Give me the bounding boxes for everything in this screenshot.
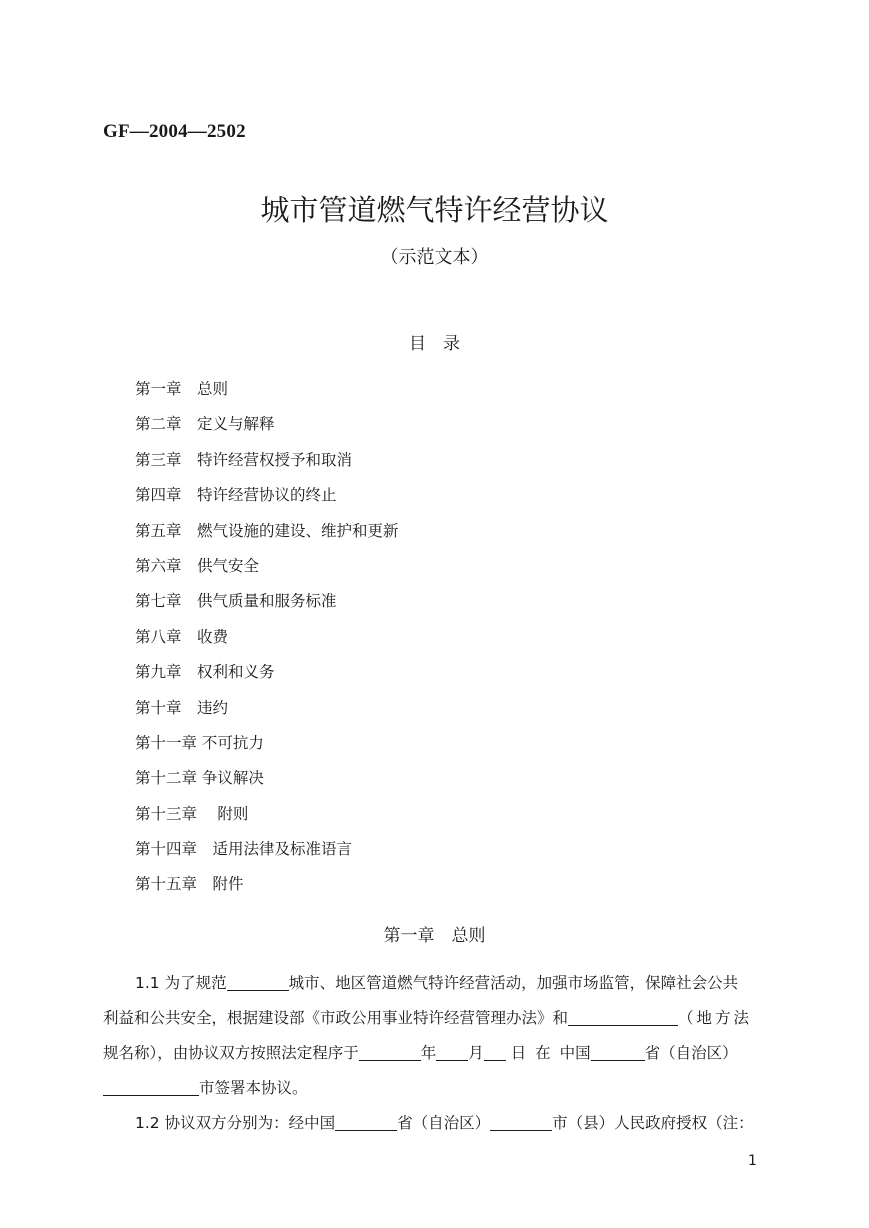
document-title: 城市管道燃气特许经营协议 — [260, 193, 609, 227]
document-subtitle: （示范文本） — [380, 247, 489, 268]
blank-field[interactable] — [436, 1043, 468, 1061]
blank-field[interactable] — [103, 1078, 199, 1096]
toc-item: 第十五章 附件 — [135, 875, 244, 894]
page-number: 1 — [748, 1153, 757, 1169]
document-code: GF—2004—2502 — [103, 121, 246, 142]
blank-field[interactable] — [359, 1043, 421, 1061]
toc-item: 第二章 定义与解释 — [135, 415, 275, 434]
blank-field[interactable] — [484, 1043, 506, 1061]
toc-heading: 目 录 — [409, 334, 460, 354]
toc-item: 第九章 权利和义务 — [135, 663, 275, 682]
blank-field[interactable] — [490, 1113, 552, 1131]
toc-item: 第一章 总则 — [135, 380, 229, 398]
blank-field[interactable] — [335, 1113, 397, 1131]
toc-item: 第十章 违约 — [135, 698, 229, 717]
blank-field[interactable] — [591, 1043, 645, 1061]
toc-item: 第十二章 争议解决 — [135, 769, 264, 788]
toc-item: 第八章 收费 — [135, 627, 229, 646]
paragraph-1-1: 1.1 为了规范 城市、地区管道燃气特许经营活动，加强市场监管，保障社会公共 利益和公共安全，根据建设部《市政公用事业特许经营管理办法》和 （地方法 规名称），由协议双方按照法定程序于 年 月 日 在 中国 省（自治区） 市签署本协议。 — [103, 974, 753, 1097]
toc-item: 第十三章 附则 — [135, 804, 249, 823]
toc-item: 第四章 特许经营协议的终止 — [135, 486, 337, 505]
toc-item: 第七章 供气质量和服务标准 — [135, 592, 337, 611]
chapter-heading: 第一章 总则 — [383, 926, 486, 946]
table-of-contents — [135, 378, 399, 909]
toc-item: 第五章 燃气设施的建设、维护和更新 — [135, 521, 399, 540]
paragraph-1-2: 1.2 协议双方分别为：经中国 省（自治区） 市（县）人民政府授权（注： — [135, 1114, 754, 1132]
toc-item: 第六章 供气安全 — [135, 556, 260, 575]
blank-field[interactable] — [227, 973, 289, 991]
toc-item: 第十四章 适用法律及标准语言 — [135, 840, 353, 859]
blank-field[interactable] — [568, 1008, 678, 1026]
toc-item: 第十一章 不可抗力 — [135, 733, 264, 752]
toc-item: 第三章 特许经营权授予和取消 — [135, 450, 353, 469]
